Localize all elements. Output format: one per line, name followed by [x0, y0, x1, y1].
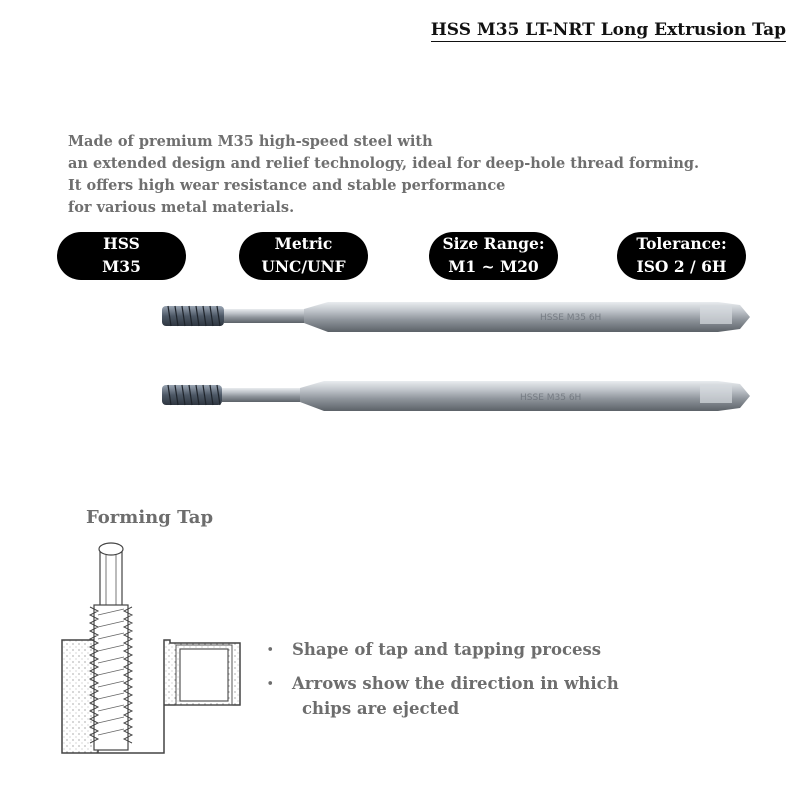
page-title: HSS M35 LT-NRT Long Extrusion Tap — [430, 20, 786, 40]
bullet-icon: ・ — [262, 674, 279, 693]
product-description — [68, 131, 788, 219]
svg-text:HSSE M35 6H: HSSE M35 6H — [540, 313, 602, 323]
note-text: Shape of tap and tapping process — [292, 640, 602, 659]
badge-line: ISO 2 / 6H — [636, 257, 727, 276]
size-range-badge — [429, 232, 558, 280]
tap-image-2 — [160, 373, 750, 417]
badge-line: M35 — [102, 257, 141, 276]
diagram-notes — [262, 637, 619, 721]
description-line: an extended design and relief technology, ideal for deep-hole thread forming. — [68, 155, 700, 172]
note-text: Arrows show the direction in which — [292, 674, 619, 693]
tap-image-1 — [160, 296, 750, 340]
bullet-icon: ・ — [262, 640, 279, 659]
note-item — [262, 637, 619, 662]
svg-text:HSSE M35 6H: HSSE M35 6H — [520, 393, 582, 403]
material-badge — [57, 232, 186, 280]
thread-standard-badge — [239, 232, 368, 280]
badge-line: UNC/UNF — [261, 257, 346, 276]
tolerance-badge — [617, 232, 746, 280]
forming-tap-diagram — [60, 535, 260, 760]
badge-line: Metric — [274, 234, 333, 253]
badge-line: Size Range: — [442, 234, 545, 253]
note-text-continued: chips are ejected — [302, 699, 460, 718]
diagram-label: Forming Tap — [86, 507, 214, 528]
description-line: It offers high wear resistance and stable performance — [68, 177, 506, 194]
badge-line: HSS — [103, 234, 140, 253]
note-item — [262, 671, 619, 696]
description-line: Made of premium M35 high-speed steel with — [68, 133, 433, 150]
description-line: for various metal materials. — [68, 199, 295, 216]
badge-line: Tolerance: — [636, 234, 727, 253]
badge-line: M1 ~ M20 — [448, 257, 539, 276]
